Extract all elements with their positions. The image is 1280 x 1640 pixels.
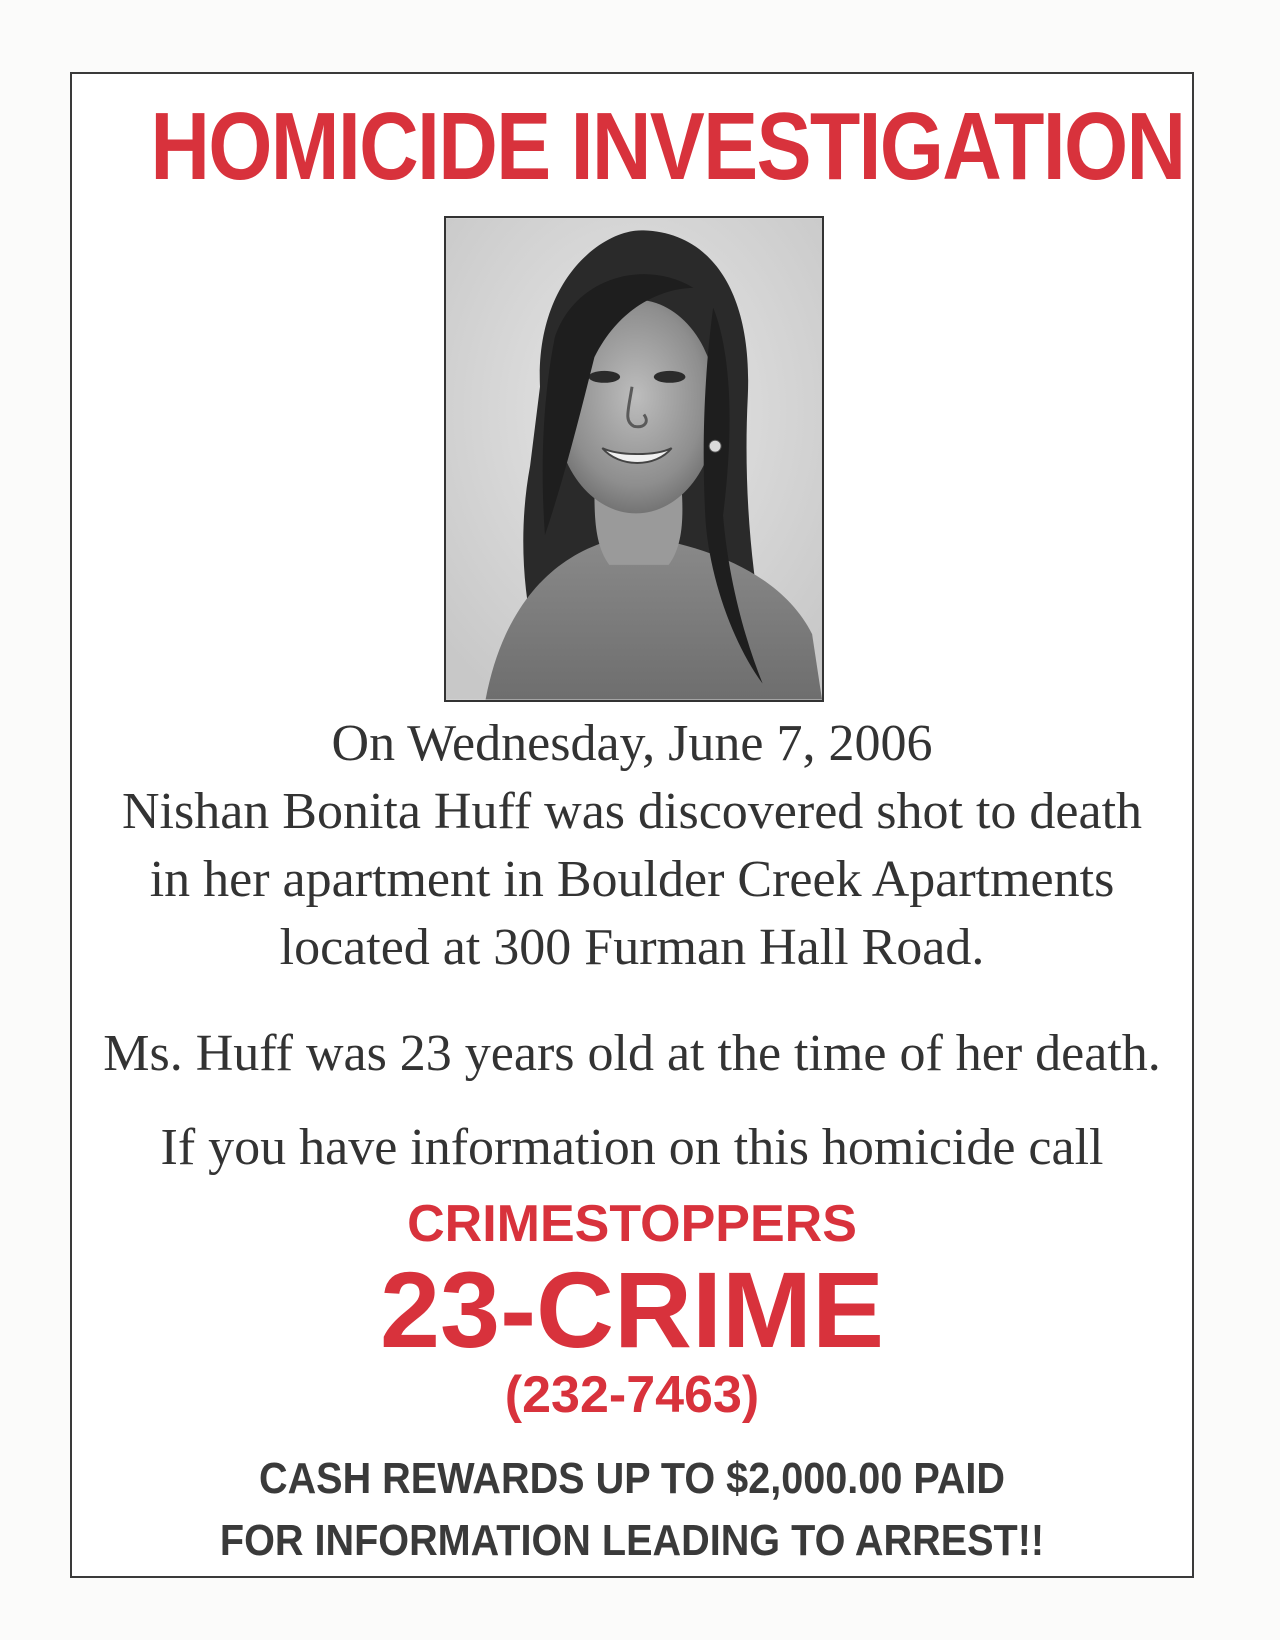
incident-narrative xyxy=(72,710,1192,982)
call-prompt: If you have information on this homicide call xyxy=(160,1119,1104,1176)
phone-number: (232-7463) xyxy=(504,1366,760,1424)
narrative-line-address: located at 300 Furman Hall Road. xyxy=(279,919,985,976)
portrait-photo-image xyxy=(446,218,822,700)
victim-age-statement: Ms. Huff was 23 years old at the time of her death. xyxy=(103,1025,1161,1082)
reward-line-amount: CASH REWARDS UP TO $2,000.00 PAID xyxy=(258,1454,1006,1503)
poster-headline: HOMICIDE INVESTIGATION xyxy=(150,93,1185,200)
narrative-line-date: On Wednesday, June 7, 2006 xyxy=(331,715,933,772)
crimestoppers-label: CRIMESTOPPERS xyxy=(407,1195,857,1253)
homicide-poster xyxy=(70,72,1194,1578)
narrative-line-location: in her apartment in Boulder Creek Apartments xyxy=(149,851,1115,908)
victim-photo xyxy=(444,216,824,702)
reward-notice xyxy=(128,1448,1136,1572)
reward-line-condition: FOR INFORMATION LEADING TO ARREST!! xyxy=(219,1516,1045,1565)
hotline-number: 23-CRIME xyxy=(379,1249,885,1370)
narrative-line-victim: Nishan Bonita Huff was discovered shot to death xyxy=(121,783,1143,840)
